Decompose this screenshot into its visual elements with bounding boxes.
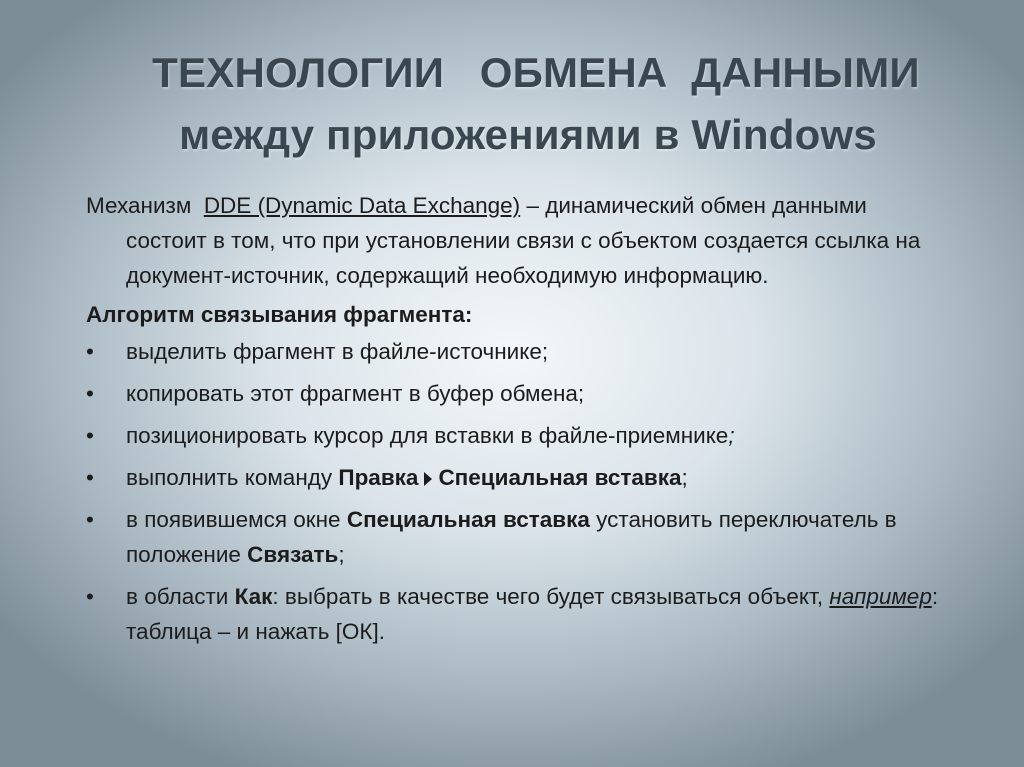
step-4-end: ; bbox=[681, 465, 688, 490]
bullet-icon: • bbox=[86, 381, 94, 406]
bullet-icon: • bbox=[86, 584, 94, 609]
algorithm-heading: Алгоритм связывания фрагмента: bbox=[86, 302, 473, 327]
list-item bbox=[86, 376, 946, 411]
list-item bbox=[86, 579, 946, 649]
list-item bbox=[86, 502, 946, 572]
step-3-text: позиционировать курсор для вставки в файле-приемнике bbox=[126, 423, 729, 448]
example-word: например bbox=[829, 584, 932, 609]
bullet-icon: • bbox=[86, 423, 94, 448]
as-area-label: Как bbox=[234, 584, 273, 609]
step-1-text: выделить фрагмент в файле-источнике; bbox=[126, 339, 549, 364]
list-item bbox=[86, 460, 946, 495]
bullet-icon: • bbox=[86, 465, 94, 490]
slide-body bbox=[86, 188, 946, 656]
intro-paragraph bbox=[86, 188, 946, 293]
title-line-1: ТЕХНОЛОГИИ ОБМЕНА ДАННЫМИ bbox=[152, 49, 920, 96]
step-5-mid: установить переключатель в положение bbox=[126, 507, 897, 567]
algorithm-steps-list bbox=[86, 334, 946, 649]
paste-special-window-label: Специальная вставка bbox=[346, 507, 590, 532]
step-6-pre: в области bbox=[126, 584, 235, 609]
list-item bbox=[86, 334, 946, 369]
bullet-icon: • bbox=[86, 507, 94, 532]
step-5-pre: в появившемся окне bbox=[126, 507, 347, 532]
step-4-pre: выполнить команду bbox=[126, 465, 339, 490]
bullet-icon: • bbox=[86, 339, 94, 364]
intro-text: – динамический обмен данными состоит в том, что при установлении связи с объектом создается ссылка на документ-источник, содержащий необходимую информацию. bbox=[126, 193, 921, 288]
step-2-text: копировать этот фрагмент в буфер обмена; bbox=[126, 381, 585, 406]
link-option-label: Связать bbox=[247, 542, 339, 567]
menu-edit-label: Правка bbox=[338, 465, 419, 490]
intro-lead: Механизм bbox=[86, 193, 204, 218]
slide-title bbox=[0, 42, 1024, 166]
list-item bbox=[86, 418, 946, 453]
dde-term-link: DDE (Dynamic Data Exchange) bbox=[203, 193, 521, 218]
step-6-mid: : выбрать в качестве чего будет связываться объект, bbox=[272, 584, 830, 609]
triangle-right-icon bbox=[424, 472, 432, 486]
menu-paste-special-label: Специальная вставка bbox=[438, 465, 682, 490]
title-line-2: между приложениями в Windows bbox=[179, 111, 877, 158]
step-5-end: ; bbox=[338, 542, 345, 567]
step-6-end: : таблица – и нажать [ОК]. bbox=[126, 584, 939, 644]
step-3-end: ; bbox=[728, 423, 735, 448]
